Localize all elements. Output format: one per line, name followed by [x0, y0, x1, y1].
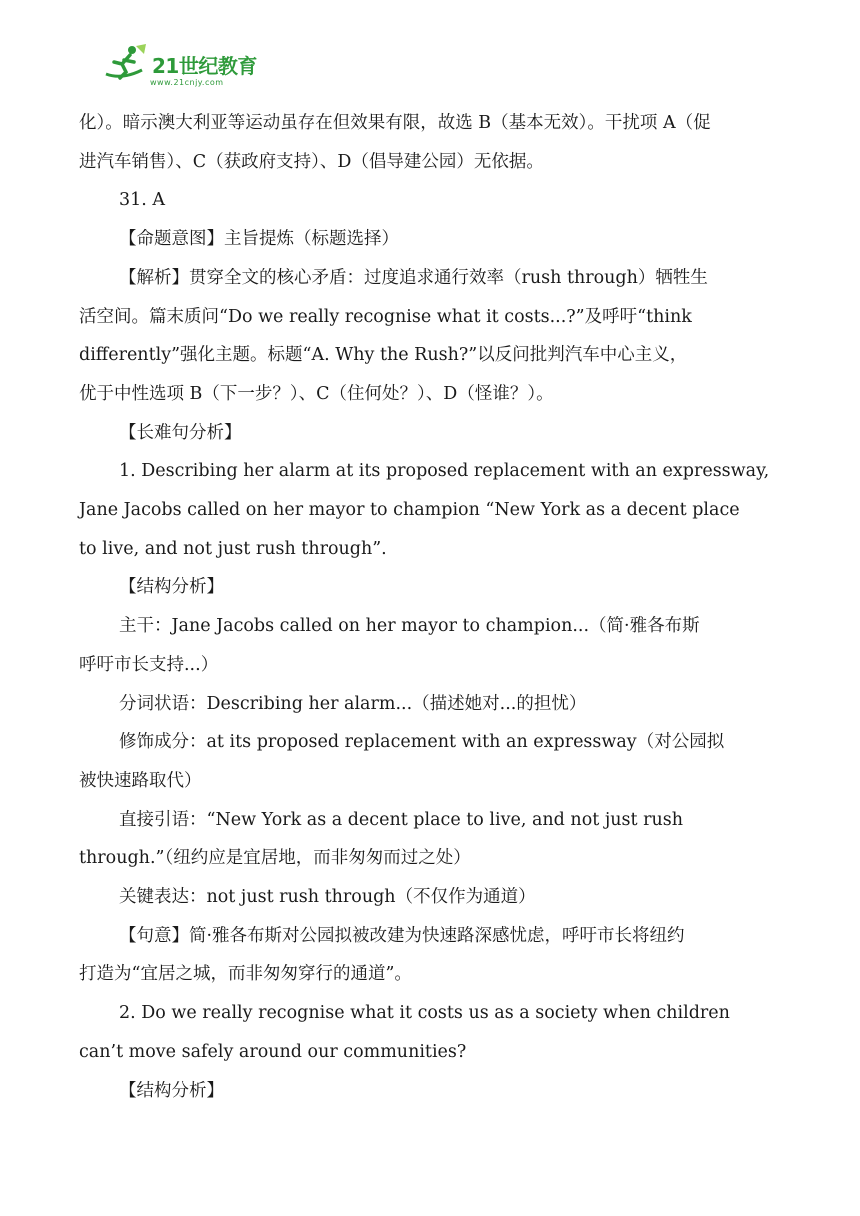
text-line: 化）。暗示澳大利亚等运动虽存在但效果有限，故选 B（基本无效）。干扰项 A（促 — [79, 113, 711, 133]
text-line: to live, and not just rush through”. — [79, 538, 387, 559]
text-line: differently”强化主题。标题“A. Why the Rush?”以反问批判汽车中心主义， — [79, 345, 688, 366]
text-line: 【结构分析】 — [119, 1080, 224, 1101]
text-line: 进汽车销售）、C（获政府支持）、D（倡导建公园）无依据。 — [79, 151, 544, 172]
text-line: 被快速路取代） — [79, 770, 202, 791]
text-line: 直接引语：“New York as a decent place to live, and not just rush — [119, 809, 683, 830]
logo-url: www.21cnjy.com — [150, 78, 224, 87]
text-line: 活空间。篇末质问“Do we really recognise what it costs...?”及呼吁“think — [79, 306, 692, 327]
text-line: 【句意】简·雅各布斯对公园拟被改建为快速路深感忧虑，呼吁市长将纽约 — [119, 925, 685, 946]
text-line: 修饰成分：at its proposed replacement with an expressway（对公园拟 — [119, 732, 725, 753]
text-line: 优于中性选项 B（下一步？）、C（住何处？）、D（怪谁？）。 — [79, 383, 554, 404]
text-line: 2. Do we really recognise what it costs us as a society when children — [119, 1003, 730, 1024]
text-line: 1. Describing her alarm at its proposed replacement with an expressway, — [119, 461, 770, 482]
text-line: can’t move safely around our communities? — [79, 1041, 467, 1062]
text-line: through.”（纽约应是宜居地，而非匆匆而过之处） — [79, 848, 471, 869]
document-body — [79, 104, 789, 1110]
text-line: 打造为“宜居之城，而非匆匆穿行的通道”。 — [79, 964, 412, 985]
text-line: 主干：Jane Jacobs called on her mayor to champion...（简·雅各布斯 — [119, 616, 700, 637]
text-line: 31. A — [119, 190, 166, 211]
runner-icon — [102, 44, 148, 84]
text-line: 【长难句分析】 — [119, 422, 242, 443]
text-line: 分词状语：Describing her alarm...（描述她对...的担忧） — [119, 693, 587, 714]
text-line: 【结构分析】 — [119, 577, 224, 598]
text-line: 关键表达：not just rush through（不仅作为通道） — [119, 887, 536, 908]
text-line: Jane Jacobs called on her mayor to champion “New York as a decent place — [79, 500, 740, 521]
logo-text: 21世纪教育 — [152, 53, 257, 78]
text-line: 【命题意图】主旨提炼（标题选择） — [119, 229, 399, 250]
text-line: 呼吁市长支持...） — [79, 654, 219, 675]
text-line: 【解析】贯穿全文的核心矛盾：过度追求通行效率（rush through）牺牲生 — [119, 267, 708, 288]
